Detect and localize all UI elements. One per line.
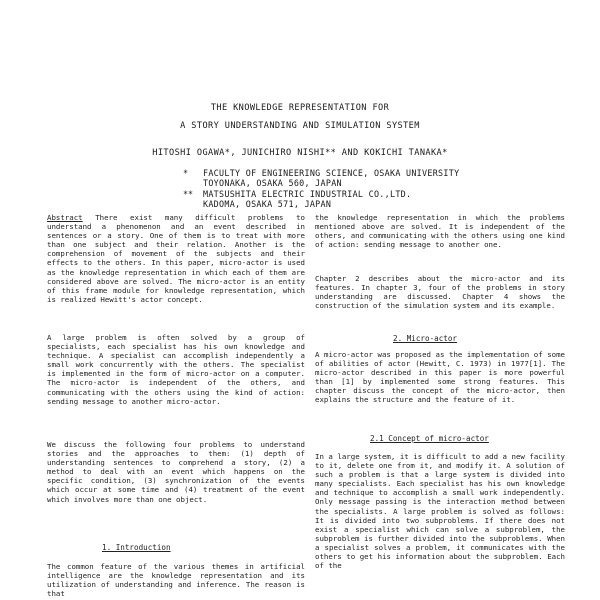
abstract-text: There exist many difficult problems to understand a phenomenon and an event described in sentences or a story. One of them is to treat with more than one subject and their relation. Another is the comprehension of movement of the subjects and their effects to the others. In this paper, micro-actor is used as the knowledge representation in which each of them are considered above are solved. The micro-actor is an entity of this frame module for knowledge representation, which is realized Hewitt's actor concept. bbox=[47, 213, 305, 304]
left-paragraph-3-text: We discuss the following four problems to understand stories and the approaches to them: (1) depth of understanding sentences to comprehend a story, (2) a method to deal with an event which happens on the specific condition, (3) synchronization of the events which occur at some time and (4) treatment of the event which involves more than one object. bbox=[47, 440, 305, 504]
affiliation-2-line-1: MATSUSHITA ELECTRIC INDUSTRIAL CO.,LTD. bbox=[203, 189, 412, 199]
abstract-label: Abstract bbox=[47, 213, 83, 222]
right-paragraph-2-text: Chapter 2 describes about the micro-actor and its features. In chapter 3, four of the problems in story understanding are discussed. Chapter 4 shows the construction of the simulation system and its example. bbox=[315, 274, 565, 311]
paper-title-line-1: THE KNOWLEDGE REPRESENTATION FOR bbox=[210, 103, 390, 113]
author-list: HITOSHI OGAWA*, JUNICHIRO NISHI** AND KOKICHI TANAKA* bbox=[152, 148, 448, 158]
affiliation-2-mark: ** bbox=[183, 189, 194, 199]
right-paragraph-3-text: A micro-actor was proposed as the implementation of some of abilities of actor (Hewitt, C. 1973) in 1977[1]. The micro-actor described in this paper is more powerful than [1] by implemented some strong features. This chapter discuss the concept of the micro-actor, then explains the structure and the feature of it. bbox=[315, 350, 565, 405]
left-paragraph-2 bbox=[47, 333, 305, 406]
section-1-heading: 1. Introduction bbox=[102, 543, 171, 552]
affiliation-2-line-2: KADOMA, OSAKA 571, JAPAN bbox=[203, 199, 332, 209]
abstract-block bbox=[47, 213, 305, 304]
affiliation-1-mark: * bbox=[183, 168, 189, 178]
left-paragraph-2-text: A large problem is often solved by a group of specialists, each specialist has his own knowledge and technique. A specialist can accomplish independently a small work concurrently with the others. The specialist is implemented in the form of micro-actor on a computer. The micro-actor is independent of the others, and communicating with the others using the kind of action: sending message to another micro-actor. bbox=[47, 333, 305, 406]
right-paragraph-2 bbox=[315, 274, 565, 310]
left-paragraph-3 bbox=[47, 440, 305, 504]
right-paragraph-4-text: In a large system, it is difficult to add a new facility to it, delete one from it, and modify it. A solution of such a problem is that a large system is divided into many specialists. Each specialist has his own knowledge and technique to accomplish a small work independently. Only message passing is the interaction method between the specialists. A large problem is solved as follows: It is divided into two subproblems. If there does not exist a specialist which can solve a subproblem, the subproblem is further divided into the subproblems. When a specialist solves a problem, it communicates with the others to get his information about the subproblem. Each of the bbox=[315, 452, 565, 571]
left-paragraph-4-text: The common feature of the various themes in artificial intelligence are the knowledge representation and its utilization of understanding and inference. The reason is that bbox=[47, 562, 305, 599]
affiliation-1-line-2: TOYONAKA, OSAKA 560, JAPAN bbox=[203, 178, 342, 188]
right-paragraph-3 bbox=[315, 350, 565, 405]
paper-title-line-2: A STORY UNDERSTANDING AND SIMULATION SYSTEM bbox=[180, 121, 420, 131]
right-paragraph-1-text: the knowledge representation in which the problems mentioned above are solved. It is independent of the others, and communicating with the others using one kind of action: sending message to another one. bbox=[315, 213, 565, 250]
affiliation-1-line-1: FACULTY OF ENGINEERING SCIENCE, OSAKA UNIVERSITY bbox=[203, 168, 460, 178]
section-2-heading: 2. Micro-actor bbox=[393, 334, 458, 343]
right-paragraph-1 bbox=[315, 213, 565, 249]
section-2-1-heading: 2.1 Concept of micro-actor bbox=[370, 434, 489, 443]
right-paragraph-4 bbox=[315, 452, 565, 570]
left-paragraph-4 bbox=[47, 562, 305, 598]
